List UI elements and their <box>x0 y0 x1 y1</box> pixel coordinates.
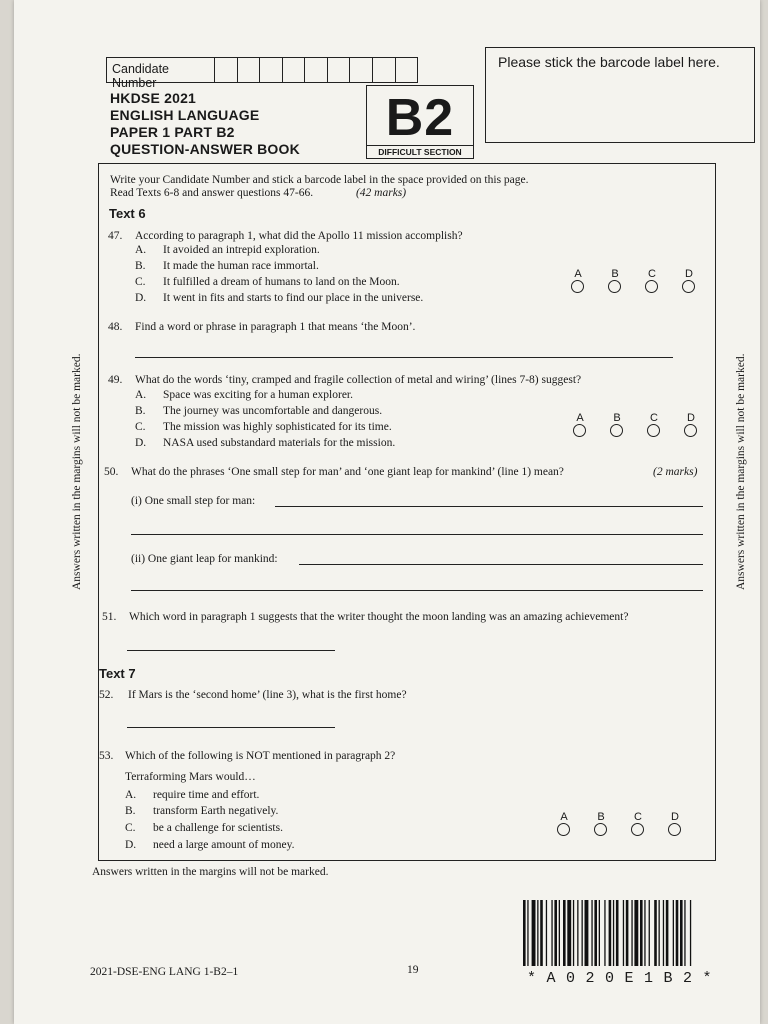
answer-bubble-b[interactable] <box>610 424 623 437</box>
right-margin-note: Answers written in the margins will not be marked. <box>735 353 747 590</box>
q47-option-text: It went in fits and starts to find our place in the universe. <box>163 292 424 304</box>
q49-number: 49. <box>108 374 123 386</box>
candidate-number-label: Candidate Number <box>107 58 215 82</box>
left-margin-note: Answers written in the margins will not be marked. <box>71 353 83 590</box>
q48-answer-line[interactable] <box>135 357 673 358</box>
bubble-label: B <box>597 811 605 823</box>
text7-heading: Text 7 <box>99 666 136 681</box>
bubble-label: A <box>576 412 584 424</box>
barcode-image <box>521 900 755 966</box>
q47-number: 47. <box>108 230 123 242</box>
candidate-number-box <box>106 57 418 90</box>
candidate-digit-cell[interactable] <box>396 58 418 82</box>
title-line-1: HKDSE 2021 <box>110 90 197 106</box>
q51-text: Which word in paragraph 1 suggests that the writer thought the moon landing was an amazing achievement? <box>129 611 629 623</box>
q47-text: According to paragraph 1, what did the Apollo 11 mission accomplish? <box>135 230 463 242</box>
bubble-label: D <box>687 412 695 424</box>
q52-answer-line[interactable] <box>127 727 335 728</box>
candidate-digit-cell[interactable] <box>260 58 283 82</box>
q53-number: 53. <box>99 750 114 762</box>
title-line-3: PAPER 1 PART B2 <box>110 124 235 140</box>
q49-text: What do the words ‘tiny, cramped and fragile collection of metal and wiring’ (lines 7-8) suggest? <box>135 374 582 386</box>
q47-option-text: It made the human race immortal. <box>163 260 319 272</box>
answer-bubble-c[interactable] <box>647 424 660 437</box>
title-line-2: ENGLISH LANGUAGE <box>110 107 260 123</box>
paper-title <box>110 90 300 158</box>
q47-option-letter: B. <box>135 260 146 272</box>
answer-bubble-a[interactable] <box>573 424 586 437</box>
footer-paper-code: 2021-DSE-ENG LANG 1-B2–1 <box>90 966 239 978</box>
barcode-label-instruction: Please stick the barcode label here. <box>498 54 720 70</box>
q51-answer-line[interactable] <box>127 650 335 651</box>
bubble-label: D <box>685 268 693 280</box>
bubble-label: A <box>560 811 568 823</box>
q50-marks: (2 marks) <box>653 466 698 478</box>
candidate-digit-cell[interactable] <box>215 58 238 82</box>
answer-bubble-d[interactable] <box>668 823 681 836</box>
bubble-label: C <box>648 268 656 280</box>
q52-text: If Mars is the ‘second home’ (line 3), what is the first home? <box>128 689 407 701</box>
q49-option-text: NASA used substandard materials for the mission. <box>163 437 396 449</box>
candidate-digit-cell[interactable] <box>350 58 373 82</box>
exam-page <box>14 0 760 1024</box>
q53-option-letter: A. <box>125 789 137 801</box>
answer-bubble-b[interactable] <box>608 280 621 293</box>
section-badge-caption: DIFFICULT SECTION <box>367 145 473 158</box>
answer-bubble-c[interactable] <box>645 280 658 293</box>
answer-bubble-d[interactable] <box>684 424 697 437</box>
question-box <box>98 163 716 861</box>
answer-bubble-a[interactable] <box>557 823 570 836</box>
title-line-4: QUESTION-ANSWER BOOK <box>110 141 300 157</box>
answer-bubble-b[interactable] <box>594 823 607 836</box>
q49-option-letter: B. <box>135 405 146 417</box>
q50-part-ii-answer-line-2[interactable] <box>131 590 703 591</box>
q50-part-i-answer-line-2[interactable] <box>131 534 703 535</box>
q53-option-text: need a large amount of money. <box>153 839 295 851</box>
answer-bubble-c[interactable] <box>631 823 644 836</box>
q52-number: 52. <box>99 689 114 701</box>
instruction-line-2 <box>110 186 406 200</box>
bubble-label: C <box>650 412 658 424</box>
bubble-label: B <box>613 412 621 424</box>
q47-option-letter: A. <box>135 244 147 256</box>
q47-option-letter: D. <box>135 292 147 304</box>
q53-text: Which of the following is NOT mentioned in paragraph 2? <box>125 750 396 762</box>
q50-part-i-answer-line[interactable] <box>275 506 703 507</box>
bubble-label: D <box>671 811 679 823</box>
q53-stem: Terraforming Mars would… <box>125 771 256 783</box>
bubble-label: C <box>634 811 642 823</box>
q48-text: Find a word or phrase in paragraph 1 that means ‘the Moon’. <box>135 321 416 333</box>
q51-number: 51. <box>102 611 117 623</box>
q53-option-text: be a challenge for scientists. <box>153 822 283 834</box>
bubble-label: A <box>574 268 582 280</box>
candidate-digit-cell[interactable] <box>373 58 396 82</box>
q48-number: 48. <box>108 321 123 333</box>
q53-option-text: require time and effort. <box>153 789 260 801</box>
q47-option-letter: C. <box>135 276 146 288</box>
q53-option-letter: D. <box>125 839 137 851</box>
q49-option-letter: C. <box>135 421 146 433</box>
text6-heading: Text 6 <box>109 206 146 221</box>
candidate-digit-cell[interactable] <box>238 58 261 82</box>
q49-option-letter: A. <box>135 389 147 401</box>
q50-number: 50. <box>104 466 119 478</box>
q50-part-ii-label: (ii) One giant leap for mankind: <box>131 553 278 565</box>
bottom-margin-note: Answers written in the margins will not be marked. <box>92 866 329 878</box>
instruction-line-1: Write your Candidate Number and stick a barcode label in the space provided on this page. <box>110 174 529 186</box>
candidate-digit-cell[interactable] <box>328 58 351 82</box>
candidate-digit-cell[interactable] <box>305 58 328 82</box>
section-badge-code: B2 <box>385 89 455 147</box>
q49-option-text: Space was exciting for a human explorer. <box>163 389 354 401</box>
section-badge <box>366 85 474 159</box>
q53-option-letter: B. <box>125 805 136 817</box>
answer-bubble-d[interactable] <box>682 280 695 293</box>
q50-part-i-label: (i) One small step for man: <box>131 495 256 507</box>
q49-option-text: The mission was highly sophisticated for its time. <box>163 421 392 433</box>
instruction-text: Read Texts 6-8 and answer questions 47-66. <box>110 187 314 199</box>
answer-bubble-a[interactable] <box>571 280 584 293</box>
barcode-label-area <box>485 47 755 143</box>
barcode-text: *A020E1B2* <box>527 970 723 987</box>
q49-option-text: The journey was uncomfortable and dangerous. <box>163 405 383 417</box>
q50-text: What do the phrases ‘One small step for man’ and ‘one giant leap for mankind’ (line 1) mean? <box>131 466 564 478</box>
bubble-label: B <box>611 268 619 280</box>
q53-option-letter: C. <box>125 822 136 834</box>
q47-option-text: It fulfilled a dream of humans to land on the Moon. <box>163 276 400 288</box>
candidate-digit-cell[interactable] <box>283 58 306 82</box>
q47-option-text: It avoided an intrepid exploration. <box>163 244 320 256</box>
q49-option-letter: D. <box>135 437 147 449</box>
instruction-marks: (42 marks) <box>355 187 407 199</box>
q53-option-text: transform Earth negatively. <box>153 805 279 817</box>
footer-page-number: 19 <box>407 964 419 976</box>
q50-part-ii-answer-line[interactable] <box>299 564 703 565</box>
